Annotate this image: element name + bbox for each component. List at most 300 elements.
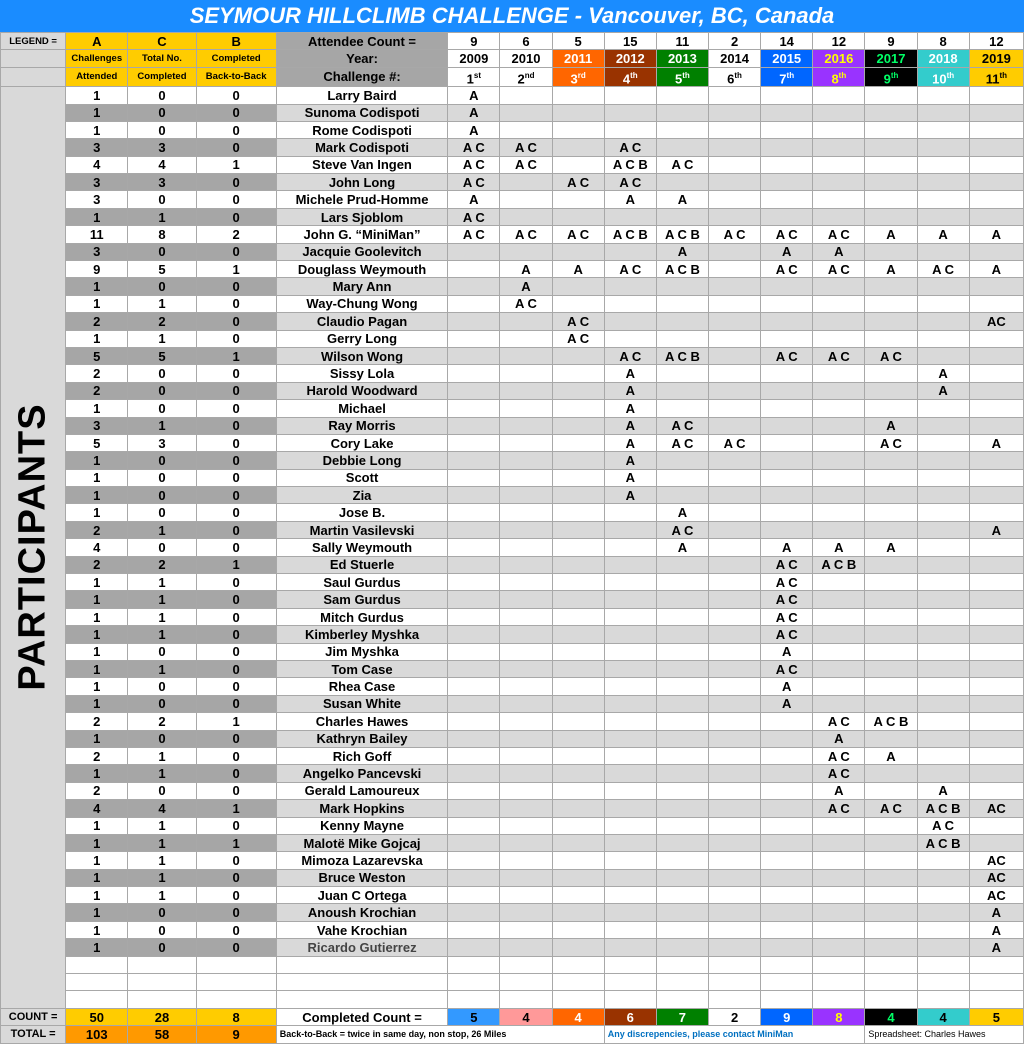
year-cell-2017 bbox=[865, 921, 917, 938]
back-to-back: 0 bbox=[196, 695, 276, 712]
year-cell-2012 bbox=[604, 121, 656, 138]
year-cell-2014 bbox=[708, 921, 760, 938]
year-cell-2015 bbox=[761, 208, 813, 225]
participant-row bbox=[1, 661, 1024, 678]
year-cell-2012 bbox=[604, 591, 656, 608]
completed-count-2015: 9 bbox=[761, 1008, 813, 1025]
challenges-attended: 1 bbox=[66, 834, 128, 851]
participant-row bbox=[1, 400, 1024, 417]
year-cell-2017 bbox=[865, 887, 917, 904]
year-cell-2009 bbox=[448, 817, 500, 834]
year-cell-2014 bbox=[708, 104, 760, 121]
total-completed: 2 bbox=[128, 313, 196, 330]
year-cell-2016 bbox=[813, 521, 865, 538]
total-completed: 1 bbox=[128, 417, 196, 434]
year-cell-2009 bbox=[448, 904, 500, 921]
total-completed: 1 bbox=[128, 330, 196, 347]
back-to-back: 0 bbox=[196, 330, 276, 347]
participant-name: Malotë Mike Gojcaj bbox=[276, 834, 448, 851]
year-cell-2010 bbox=[500, 852, 552, 869]
participant-name: Mark Hopkins bbox=[276, 800, 448, 817]
participant-name: Rhea Case bbox=[276, 678, 448, 695]
year-cell-2016 bbox=[813, 139, 865, 156]
year-cell-2018 bbox=[917, 191, 969, 208]
year-cell-2018 bbox=[917, 591, 969, 608]
participant-row bbox=[1, 261, 1024, 278]
year-cell-2012 bbox=[604, 904, 656, 921]
participant-name: Mimoza Lazarevska bbox=[276, 852, 448, 869]
year-cell-2015 bbox=[761, 852, 813, 869]
year-cell-2017: A bbox=[865, 747, 917, 764]
total-completed: 0 bbox=[128, 904, 196, 921]
year-cell-2015 bbox=[761, 174, 813, 191]
empty-cell bbox=[66, 974, 128, 991]
year-cell-2019 bbox=[969, 365, 1023, 382]
year-cell-2012 bbox=[604, 817, 656, 834]
year-cell-2019 bbox=[969, 574, 1023, 591]
year-cell-2010: A C bbox=[500, 139, 552, 156]
year-cell-2019 bbox=[969, 87, 1023, 104]
year-cell-2009 bbox=[448, 730, 500, 747]
year-cell-2016 bbox=[813, 626, 865, 643]
year-cell-2012 bbox=[604, 643, 656, 660]
year-cell-2010 bbox=[500, 626, 552, 643]
empty-cell bbox=[865, 974, 917, 991]
year-cell-2016 bbox=[813, 365, 865, 382]
challenges-attended: 2 bbox=[66, 556, 128, 573]
year-cell-2017 bbox=[865, 591, 917, 608]
year-cell-2019: AC bbox=[969, 313, 1023, 330]
year-cell-2012 bbox=[604, 939, 656, 956]
year-cell-2015 bbox=[761, 869, 813, 886]
back-to-back: 0 bbox=[196, 852, 276, 869]
year-cell-2010 bbox=[500, 765, 552, 782]
year-cell-2009 bbox=[448, 295, 500, 312]
year-cell-2016 bbox=[813, 834, 865, 851]
empty-cell bbox=[813, 991, 865, 1008]
year-cell-2015: A C bbox=[761, 608, 813, 625]
empty-cell bbox=[128, 991, 196, 1008]
year-cell-2019 bbox=[969, 156, 1023, 173]
participant-name: Mitch Gurdus bbox=[276, 608, 448, 625]
year-cell-2009 bbox=[448, 713, 500, 730]
participant-name: Jim Myshka bbox=[276, 643, 448, 660]
participant-name: Mary Ann bbox=[276, 278, 448, 295]
year-cell-2013 bbox=[656, 678, 708, 695]
sheet-title: SEYMOUR HILLCLIMB CHALLENGE - Vancouver, BC, Canada bbox=[0, 0, 1024, 32]
count-a: 50 bbox=[66, 1008, 128, 1025]
empty-cell bbox=[708, 991, 760, 1008]
back-to-back: 0 bbox=[196, 139, 276, 156]
year-cell-2017 bbox=[865, 452, 917, 469]
back-to-back: 1 bbox=[196, 556, 276, 573]
year-cell-2019 bbox=[969, 608, 1023, 625]
total-completed: 4 bbox=[128, 156, 196, 173]
year-cell-2019: AC bbox=[969, 852, 1023, 869]
participant-name: John Long bbox=[276, 174, 448, 191]
year-cell-2013 bbox=[656, 139, 708, 156]
year-cell-2017 bbox=[865, 365, 917, 382]
legend-a-line1: Challenges bbox=[66, 50, 128, 67]
participant-name: Cory Lake bbox=[276, 434, 448, 451]
year-cell-2016: A C bbox=[813, 747, 865, 764]
year-cell-2014 bbox=[708, 800, 760, 817]
participant-row bbox=[1, 921, 1024, 938]
participant-row bbox=[1, 817, 1024, 834]
empty-row bbox=[1, 974, 1024, 991]
year-cell-2013 bbox=[656, 626, 708, 643]
year-cell-2018: A bbox=[917, 226, 969, 243]
year-cell-2018 bbox=[917, 347, 969, 364]
challenges-attended: 1 bbox=[66, 469, 128, 486]
challenge-num-2: 3rd bbox=[552, 67, 604, 86]
year-cell-2009 bbox=[448, 626, 500, 643]
empty-cell bbox=[917, 956, 969, 973]
year-cell-2009 bbox=[448, 921, 500, 938]
empty-cell bbox=[656, 991, 708, 1008]
year-cell-2015 bbox=[761, 452, 813, 469]
participant-name: Vahe Krochian bbox=[276, 921, 448, 938]
back-to-back: 1 bbox=[196, 800, 276, 817]
count-label: COUNT = bbox=[1, 1008, 66, 1025]
year-cell-2018 bbox=[917, 626, 969, 643]
year-cell-2012 bbox=[604, 921, 656, 938]
year-cell-2012: A bbox=[604, 365, 656, 382]
challenges-attended: 1 bbox=[66, 87, 128, 104]
year-6: 2015 bbox=[761, 50, 813, 67]
year-cell-2017 bbox=[865, 626, 917, 643]
year-cell-2016: A bbox=[813, 730, 865, 747]
year-cell-2015 bbox=[761, 800, 813, 817]
participant-name: Sally Weymouth bbox=[276, 539, 448, 556]
year-cell-2019 bbox=[969, 121, 1023, 138]
empty-cell bbox=[604, 991, 656, 1008]
total-completed: 8 bbox=[128, 226, 196, 243]
challenges-attended: 2 bbox=[66, 747, 128, 764]
participant-name: Scott bbox=[276, 469, 448, 486]
completed-count-2010: 4 bbox=[500, 1008, 552, 1025]
empty-cell bbox=[448, 956, 500, 973]
year-cell-2014 bbox=[708, 191, 760, 208]
year-cell-2010 bbox=[500, 243, 552, 260]
year-cell-2016 bbox=[813, 278, 865, 295]
year-cell-2009 bbox=[448, 747, 500, 764]
participant-name: Ed Stuerle bbox=[276, 556, 448, 573]
total-completed: 1 bbox=[128, 817, 196, 834]
year-cell-2019 bbox=[969, 243, 1023, 260]
year-cell-2016 bbox=[813, 208, 865, 225]
spreadsheet-credit: Spreadsheet: Charles Hawes bbox=[865, 1026, 1024, 1043]
year-cell-2017 bbox=[865, 904, 917, 921]
year-cell-2018 bbox=[917, 434, 969, 451]
year-cell-2016 bbox=[813, 939, 865, 956]
year-cell-2012 bbox=[604, 87, 656, 104]
year-cell-2011 bbox=[552, 156, 604, 173]
participant-row bbox=[1, 156, 1024, 173]
year-cell-2011: A bbox=[552, 261, 604, 278]
challenges-attended: 5 bbox=[66, 434, 128, 451]
participant-row bbox=[1, 782, 1024, 799]
year-cell-2016: A C bbox=[813, 347, 865, 364]
year-cell-2016 bbox=[813, 817, 865, 834]
year-cell-2018: A C B bbox=[917, 800, 969, 817]
challenges-attended: 9 bbox=[66, 261, 128, 278]
total-completed: 3 bbox=[128, 434, 196, 451]
challenges-attended: 2 bbox=[66, 313, 128, 330]
legend-label: LEGEND = bbox=[1, 33, 66, 50]
year-cell-2009 bbox=[448, 504, 500, 521]
total-completed: 1 bbox=[128, 747, 196, 764]
year-cell-2017 bbox=[865, 678, 917, 695]
year-cell-2019: A bbox=[969, 226, 1023, 243]
year-cell-2019 bbox=[969, 765, 1023, 782]
year-cell-2015 bbox=[761, 904, 813, 921]
year-cell-2015 bbox=[761, 730, 813, 747]
year-cell-2015 bbox=[761, 747, 813, 764]
challenges-attended: 1 bbox=[66, 487, 128, 504]
back-to-back: 0 bbox=[196, 504, 276, 521]
year-cell-2013: A C bbox=[656, 156, 708, 173]
year-cell-2012: A C bbox=[604, 174, 656, 191]
participant-row bbox=[1, 278, 1024, 295]
year-cell-2011 bbox=[552, 365, 604, 382]
participant-name: Gerry Long bbox=[276, 330, 448, 347]
participant-row bbox=[1, 504, 1024, 521]
year-cell-2015 bbox=[761, 921, 813, 938]
year-cell-2016: A C bbox=[813, 713, 865, 730]
year-cell-2015 bbox=[761, 939, 813, 956]
empty-cell bbox=[196, 991, 276, 1008]
year-cell-2016 bbox=[813, 191, 865, 208]
challenges-attended: 3 bbox=[66, 417, 128, 434]
year-cell-2011 bbox=[552, 921, 604, 938]
year-cell-2016 bbox=[813, 174, 865, 191]
participant-name: Rich Goff bbox=[276, 747, 448, 764]
year-cell-2009 bbox=[448, 661, 500, 678]
year-cell-2013 bbox=[656, 695, 708, 712]
year-cell-2017 bbox=[865, 382, 917, 399]
back-to-back: 0 bbox=[196, 921, 276, 938]
year-cell-2017: A bbox=[865, 417, 917, 434]
count-row bbox=[1, 1008, 1024, 1025]
total-completed: 0 bbox=[128, 643, 196, 660]
year-cell-2013 bbox=[656, 643, 708, 660]
year-cell-2013 bbox=[656, 104, 708, 121]
year-cell-2011 bbox=[552, 400, 604, 417]
year-cell-2010 bbox=[500, 904, 552, 921]
year-cell-2015 bbox=[761, 765, 813, 782]
year-cell-2011 bbox=[552, 191, 604, 208]
year-cell-2015 bbox=[761, 104, 813, 121]
year-cell-2019: A bbox=[969, 261, 1023, 278]
year-cell-2015: A C bbox=[761, 626, 813, 643]
year-cell-2016 bbox=[813, 852, 865, 869]
attendee-count-label: Attendee Count = bbox=[276, 33, 448, 50]
back-to-back: 0 bbox=[196, 417, 276, 434]
year-cell-2018 bbox=[917, 939, 969, 956]
year-cell-2016 bbox=[813, 643, 865, 660]
year-cell-2010 bbox=[500, 887, 552, 904]
year-cell-2013 bbox=[656, 556, 708, 573]
year-cell-2011 bbox=[552, 695, 604, 712]
year-cell-2014 bbox=[708, 695, 760, 712]
participant-name: Rome Codispoti bbox=[276, 121, 448, 138]
year-cell-2015: A bbox=[761, 643, 813, 660]
year-cell-2010 bbox=[500, 678, 552, 695]
year-cell-2019 bbox=[969, 104, 1023, 121]
year-cell-2011 bbox=[552, 730, 604, 747]
year-cell-2009 bbox=[448, 452, 500, 469]
year-cell-2013 bbox=[656, 713, 708, 730]
year-3: 2012 bbox=[604, 50, 656, 67]
year-cell-2019: A bbox=[969, 921, 1023, 938]
year-cell-2019 bbox=[969, 834, 1023, 851]
total-a: 103 bbox=[66, 1026, 128, 1043]
challenges-attended: 2 bbox=[66, 365, 128, 382]
year-cell-2014 bbox=[708, 852, 760, 869]
empty-cell bbox=[552, 991, 604, 1008]
year-cell-2017 bbox=[865, 208, 917, 225]
challenge-num-9: 10th bbox=[917, 67, 969, 86]
year-cell-2017 bbox=[865, 556, 917, 573]
year-cell-2015 bbox=[761, 887, 813, 904]
total-completed: 0 bbox=[128, 487, 196, 504]
participant-name: Larry Baird bbox=[276, 87, 448, 104]
challenge-label: Challenge #: bbox=[276, 67, 448, 86]
challenges-attended: 1 bbox=[66, 643, 128, 660]
year-5: 2014 bbox=[708, 50, 760, 67]
back-to-back: 0 bbox=[196, 939, 276, 956]
attendee-count-9: 8 bbox=[917, 33, 969, 50]
year-7: 2016 bbox=[813, 50, 865, 67]
year-cell-2013 bbox=[656, 608, 708, 625]
year-cell-2013 bbox=[656, 817, 708, 834]
back-to-back: 1 bbox=[196, 261, 276, 278]
year-cell-2018 bbox=[917, 104, 969, 121]
year-cell-2018 bbox=[917, 869, 969, 886]
year-cell-2019: AC bbox=[969, 800, 1023, 817]
year-cell-2018 bbox=[917, 330, 969, 347]
year-cell-2016 bbox=[813, 104, 865, 121]
year-cell-2014: A C bbox=[708, 434, 760, 451]
back-to-back: 0 bbox=[196, 400, 276, 417]
total-completed: 0 bbox=[128, 191, 196, 208]
participant-row bbox=[1, 104, 1024, 121]
completed-count-2018: 4 bbox=[917, 1008, 969, 1025]
total-completed: 5 bbox=[128, 261, 196, 278]
year-cell-2013 bbox=[656, 887, 708, 904]
year-cell-2013: A C bbox=[656, 417, 708, 434]
year-cell-2017 bbox=[865, 852, 917, 869]
back-to-back: 0 bbox=[196, 817, 276, 834]
year-cell-2009 bbox=[448, 365, 500, 382]
challenges-attended: 1 bbox=[66, 104, 128, 121]
year-cell-2014 bbox=[708, 556, 760, 573]
year-cell-2013: A bbox=[656, 191, 708, 208]
year-cell-2015 bbox=[761, 434, 813, 451]
year-cell-2011 bbox=[552, 765, 604, 782]
header-row-years bbox=[1, 50, 1024, 67]
year-cell-2017 bbox=[865, 469, 917, 486]
participant-row bbox=[1, 382, 1024, 399]
challenges-attended: 1 bbox=[66, 121, 128, 138]
participant-row bbox=[1, 365, 1024, 382]
year-cell-2009 bbox=[448, 243, 500, 260]
year-cell-2017 bbox=[865, 661, 917, 678]
year-cell-2018 bbox=[917, 539, 969, 556]
year-cell-2011 bbox=[552, 243, 604, 260]
total-completed: 4 bbox=[128, 800, 196, 817]
year-cell-2010 bbox=[500, 469, 552, 486]
year-cell-2010 bbox=[500, 521, 552, 538]
participant-row bbox=[1, 330, 1024, 347]
year-cell-2015 bbox=[761, 782, 813, 799]
year-cell-2014 bbox=[708, 330, 760, 347]
challenges-attended: 1 bbox=[66, 852, 128, 869]
challenges-attended: 1 bbox=[66, 504, 128, 521]
year-cell-2016 bbox=[813, 661, 865, 678]
challenges-attended: 1 bbox=[66, 208, 128, 225]
year-cell-2017 bbox=[865, 608, 917, 625]
legend-c-line1: Total No. bbox=[128, 50, 196, 67]
challenges-attended: 1 bbox=[66, 452, 128, 469]
year-cell-2012 bbox=[604, 661, 656, 678]
participant-row bbox=[1, 87, 1024, 104]
year-cell-2015: A bbox=[761, 678, 813, 695]
total-completed: 0 bbox=[128, 921, 196, 938]
year-cell-2009 bbox=[448, 852, 500, 869]
challenges-attended: 1 bbox=[66, 730, 128, 747]
year-cell-2013 bbox=[656, 921, 708, 938]
empty-cell bbox=[865, 956, 917, 973]
year-cell-2017 bbox=[865, 817, 917, 834]
participant-name: Kathryn Bailey bbox=[276, 730, 448, 747]
year-cell-2012 bbox=[604, 747, 656, 764]
year-cell-2019 bbox=[969, 330, 1023, 347]
back-to-back: 0 bbox=[196, 434, 276, 451]
participant-row bbox=[1, 800, 1024, 817]
completed-count-label: Completed Count = bbox=[276, 1008, 448, 1025]
year-cell-2009 bbox=[448, 469, 500, 486]
year-cell-2019 bbox=[969, 191, 1023, 208]
year-cell-2012: A C bbox=[604, 139, 656, 156]
year-cell-2017 bbox=[865, 834, 917, 851]
year-cell-2012: A bbox=[604, 191, 656, 208]
year-cell-2013: A bbox=[656, 539, 708, 556]
year-cell-2011 bbox=[552, 504, 604, 521]
year-cell-2019: A bbox=[969, 939, 1023, 956]
year-cell-2010 bbox=[500, 556, 552, 573]
participant-name: Bruce Weston bbox=[276, 869, 448, 886]
year-4: 2013 bbox=[656, 50, 708, 67]
participant-name: Jose B. bbox=[276, 504, 448, 521]
year-cell-2009 bbox=[448, 574, 500, 591]
year-cell-2009 bbox=[448, 887, 500, 904]
empty-cell bbox=[500, 991, 552, 1008]
year-cell-2012: A bbox=[604, 469, 656, 486]
participant-name: Ricardo Gutierrez bbox=[276, 939, 448, 956]
year-cell-2018 bbox=[917, 313, 969, 330]
year-cell-2014 bbox=[708, 834, 760, 851]
year-cell-2018 bbox=[917, 695, 969, 712]
year-cell-2018 bbox=[917, 556, 969, 573]
year-cell-2019 bbox=[969, 730, 1023, 747]
year-cell-2010 bbox=[500, 782, 552, 799]
year-cell-2016 bbox=[813, 921, 865, 938]
participant-name: Michael bbox=[276, 400, 448, 417]
year-cell-2018 bbox=[917, 608, 969, 625]
year-cell-2014 bbox=[708, 121, 760, 138]
